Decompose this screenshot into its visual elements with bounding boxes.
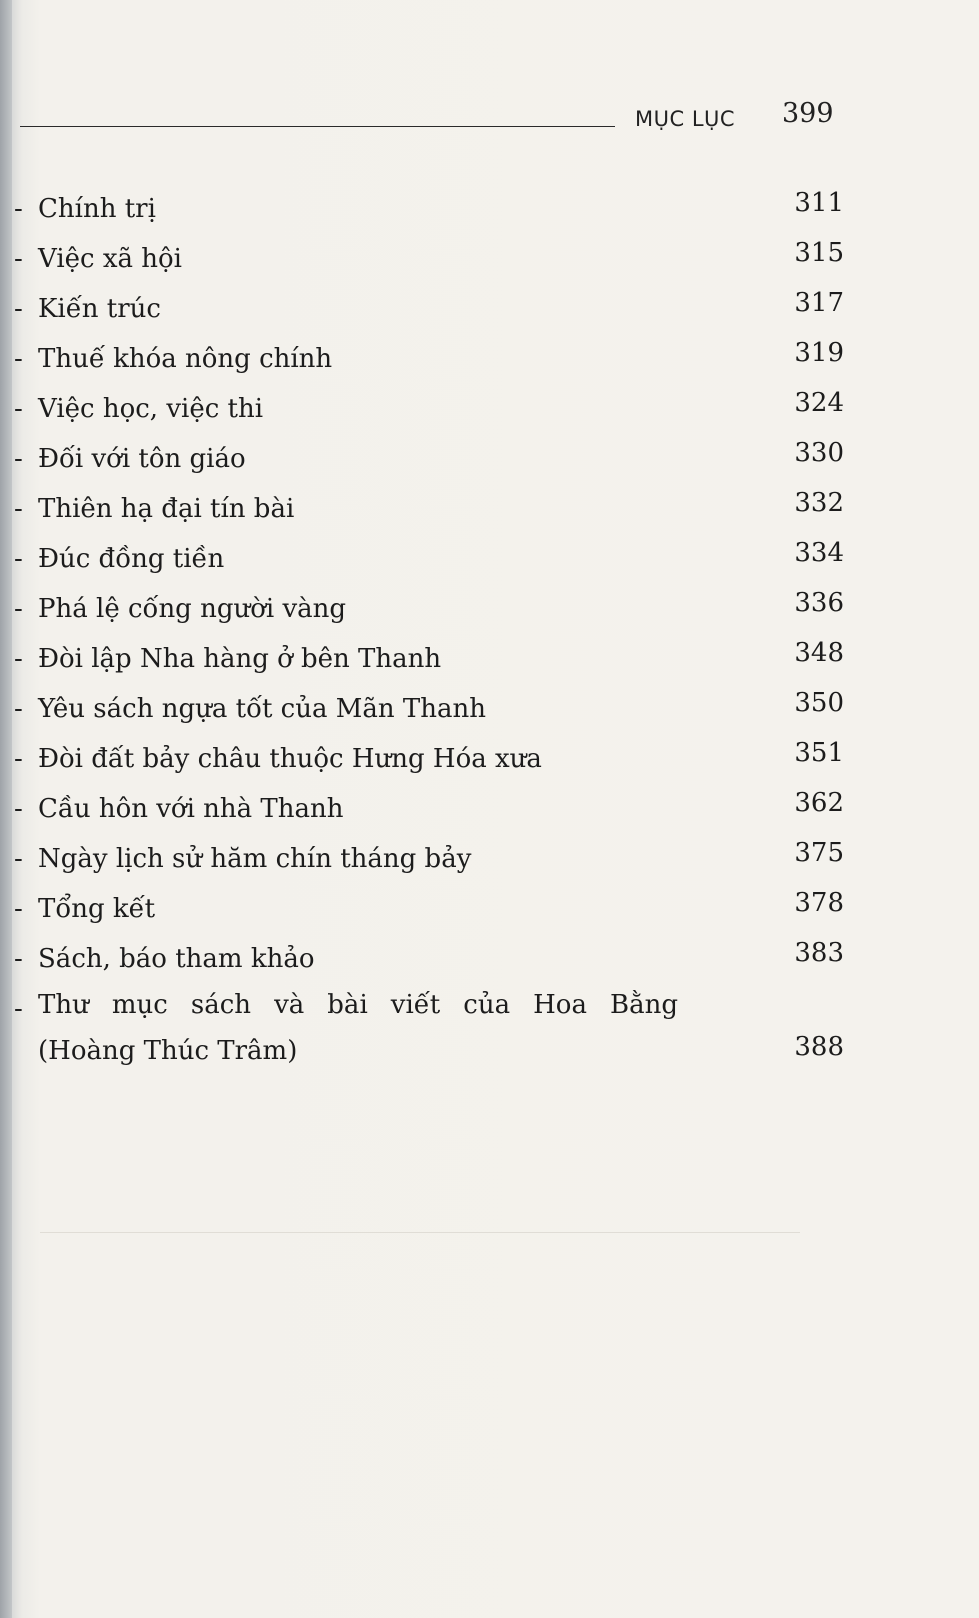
toc-entry <box>14 238 844 288</box>
toc-entry <box>14 288 844 338</box>
toc-entry <box>14 938 844 988</box>
toc-title: Phá lệ cống người vàng <box>38 594 347 624</box>
book-spine-shadow <box>0 0 12 1618</box>
toc-page: 378 <box>794 888 844 918</box>
toc-title: Tổng kết <box>38 894 156 924</box>
toc-dash: - <box>14 544 23 574</box>
toc-entry <box>14 888 844 938</box>
toc-title: Chính trị <box>38 194 156 224</box>
toc-page: 351 <box>794 738 844 768</box>
toc-dash: - <box>14 794 23 824</box>
toc-dash: - <box>14 444 23 474</box>
toc-title-line-1: Thư mục sách và bài viết của Hoa Bằng <box>38 990 678 1020</box>
toc-dash: - <box>14 844 23 874</box>
toc-page: 317 <box>794 288 844 318</box>
toc-title: Sách, báo tham khảo <box>38 944 315 974</box>
toc-entry <box>14 738 844 788</box>
toc-page: 336 <box>794 588 844 618</box>
toc-entry <box>14 538 844 588</box>
toc-page: 388 <box>794 1032 844 1062</box>
toc-page: 319 <box>794 338 844 368</box>
table-of-contents <box>14 188 844 1088</box>
toc-page: 348 <box>794 638 844 668</box>
toc-dash: - <box>14 494 23 524</box>
toc-dash: - <box>14 894 23 924</box>
toc-page: 332 <box>794 488 844 518</box>
toc-title: Yêu sách ngựa tốt của Mãn Thanh <box>38 694 486 724</box>
toc-dash: - <box>14 644 23 674</box>
toc-dash: - <box>14 244 23 274</box>
toc-title: Thiên hạ đại tín bài <box>38 494 295 524</box>
header-page-number: 399 <box>782 98 834 129</box>
toc-page: 324 <box>794 388 844 418</box>
toc-dash: - <box>14 694 23 724</box>
toc-entry <box>14 788 844 838</box>
toc-title: Việc xã hội <box>38 244 182 274</box>
toc-entry <box>14 838 844 888</box>
toc-title: Đòi đất bảy châu thuộc Hưng Hóa xưa <box>38 744 542 774</box>
toc-dash: - <box>14 394 23 424</box>
running-header <box>20 100 840 140</box>
toc-title: Thuế khóa nông chính <box>38 344 333 374</box>
toc-title: Kiến trúc <box>38 294 161 324</box>
toc-page: 334 <box>794 538 844 568</box>
header-section-label: MỤC LỤC <box>635 107 736 131</box>
toc-page: 375 <box>794 838 844 868</box>
toc-entry <box>14 388 844 438</box>
toc-dash: - <box>14 194 23 224</box>
toc-entry <box>14 188 844 238</box>
toc-dash: - <box>14 744 23 774</box>
toc-dash: - <box>14 594 23 624</box>
toc-entry <box>14 688 844 738</box>
toc-dash: - <box>14 994 23 1024</box>
toc-page: 383 <box>794 938 844 968</box>
toc-entry <box>14 438 844 488</box>
toc-title: Đòi lập Nha hàng ở bên Thanh <box>38 644 442 674</box>
toc-page: 311 <box>794 188 844 218</box>
toc-entry <box>14 638 844 688</box>
show-through-divider <box>40 1232 800 1233</box>
toc-page: 362 <box>794 788 844 818</box>
toc-title-line-2: (Hoàng Thúc Trâm) <box>38 1036 298 1066</box>
toc-dash: - <box>14 344 23 374</box>
toc-entry <box>14 338 844 388</box>
toc-entry-multiline <box>14 988 844 1088</box>
toc-entry <box>14 488 844 538</box>
toc-dash: - <box>14 294 23 324</box>
toc-page: 330 <box>794 438 844 468</box>
toc-title: Việc học, việc thi <box>38 394 264 424</box>
toc-title: Đúc đồng tiền <box>38 544 225 574</box>
header-rule <box>20 126 615 127</box>
toc-title: Ngày lịch sử hăm chín tháng bảy <box>38 844 472 874</box>
toc-title: Cầu hôn với nhà Thanh <box>38 794 344 824</box>
toc-page: 315 <box>794 238 844 268</box>
toc-entry <box>14 588 844 638</box>
toc-title: Đối với tôn giáo <box>38 444 246 474</box>
toc-page: 350 <box>794 688 844 718</box>
toc-dash: - <box>14 944 23 974</box>
